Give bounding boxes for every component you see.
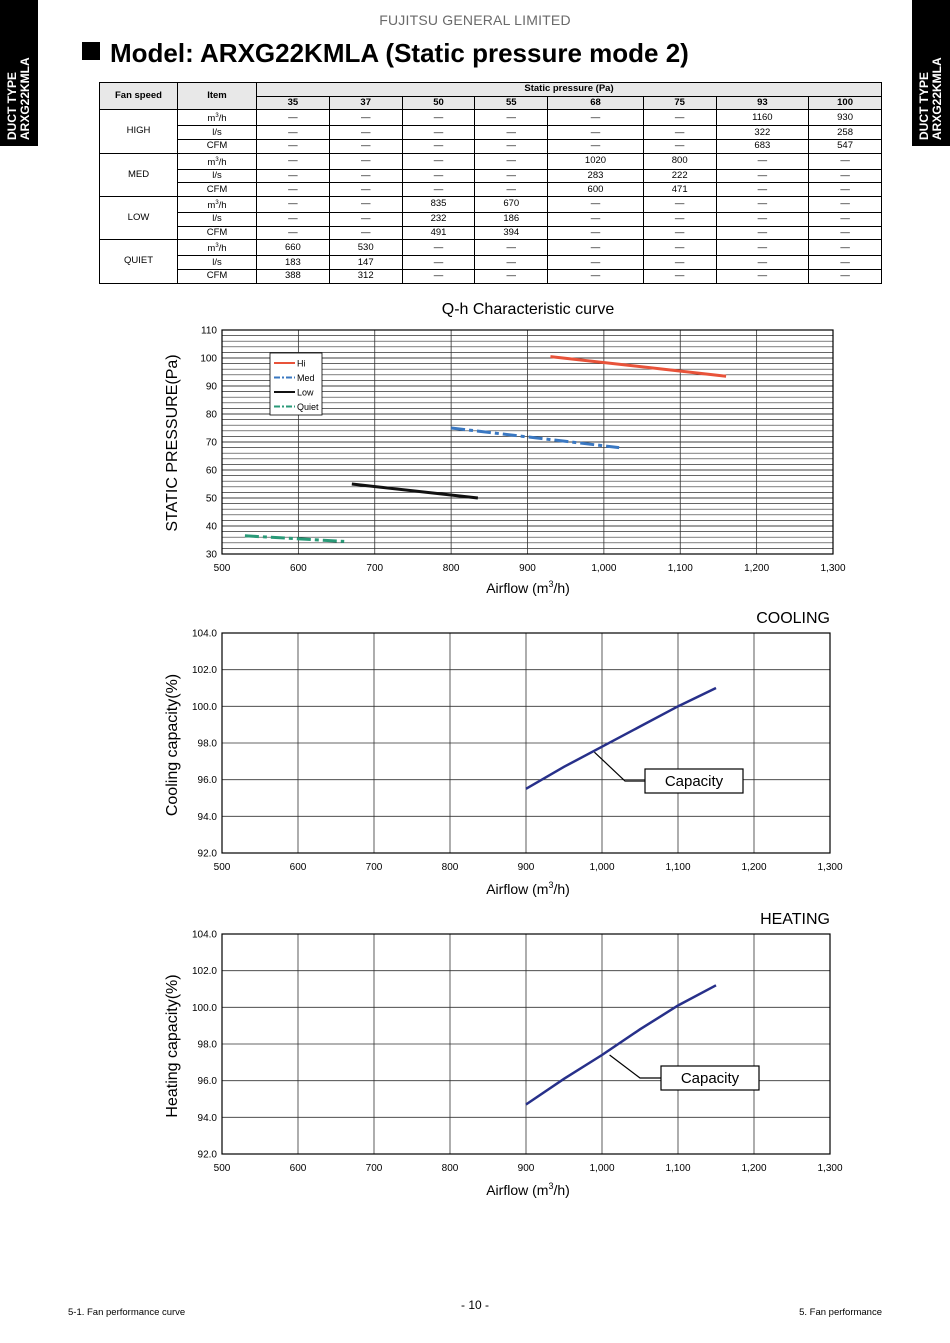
value-cell: —	[257, 196, 330, 212]
table-body	[100, 110, 882, 283]
value-cell: —	[809, 169, 882, 183]
value-cell: 1020	[548, 153, 644, 169]
value-cell: —	[716, 269, 809, 283]
value-cell: —	[475, 110, 548, 126]
x-tick-label: 1,200	[741, 862, 767, 873]
x-tick-label: 1,300	[820, 563, 846, 574]
y-tick-label: 104.0	[191, 929, 217, 941]
y-tick-label: 96.0	[197, 1076, 217, 1088]
table-row	[100, 196, 882, 212]
value-cell: —	[402, 183, 475, 197]
item-cell: CFM	[178, 226, 257, 240]
page-title	[82, 38, 689, 69]
value-cell: 394	[475, 226, 548, 240]
value-cell: —	[716, 183, 809, 197]
x-tick-label: 800	[441, 862, 459, 873]
value-cell: —	[329, 153, 402, 169]
y-tick-label: 102.0	[191, 966, 217, 978]
y-axis-label: Heating capacity(%)	[164, 974, 181, 1118]
value-cell: —	[548, 196, 644, 212]
value-cell: —	[643, 139, 716, 153]
value-cell: —	[329, 196, 402, 212]
y-tick-label: 110	[201, 325, 217, 337]
y-tick-label: 94.0	[197, 811, 217, 823]
table-row	[100, 153, 882, 169]
value-cell: —	[475, 126, 548, 140]
value-cell: —	[548, 213, 644, 227]
item-cell: l/s	[178, 126, 257, 140]
pressure-header-37: 37	[329, 96, 402, 110]
x-tick-label: 800	[442, 563, 460, 574]
value-cell: —	[329, 139, 402, 153]
item-cell: CFM	[178, 139, 257, 153]
value-cell: 670	[475, 196, 548, 212]
y-tick-label: 96.0	[197, 775, 217, 787]
value-cell: —	[257, 139, 330, 153]
value-cell: —	[257, 213, 330, 227]
x-tick-label: 600	[289, 862, 307, 873]
company-name: FUJITSU GENERAL LIMITED	[379, 12, 571, 28]
x-tick-label: 700	[365, 862, 383, 873]
value-cell: —	[548, 139, 644, 153]
value-cell: —	[548, 269, 644, 283]
value-cell: —	[643, 240, 716, 256]
table-row	[100, 126, 882, 140]
y-tick-label: 60	[205, 465, 217, 477]
value-cell: 835	[402, 196, 475, 212]
chart-title: COOLING	[756, 610, 830, 627]
table-row	[100, 139, 882, 153]
value-cell: —	[475, 256, 548, 270]
side-tab-line1: DUCT TYPE	[917, 71, 931, 140]
legend-label: Med	[297, 373, 315, 383]
value-cell: 258	[809, 126, 882, 140]
value-cell: —	[809, 256, 882, 270]
x-tick-label: 500	[213, 563, 231, 574]
value-cell: —	[643, 196, 716, 212]
chart-legend	[270, 353, 322, 415]
value-cell: 930	[809, 110, 882, 126]
table-row	[100, 213, 882, 227]
value-cell: —	[716, 256, 809, 270]
y-tick-label: 30	[205, 549, 217, 561]
x-tick-label: 700	[366, 563, 384, 574]
pressure-header-50: 50	[402, 96, 475, 110]
pressure-header-93: 93	[716, 96, 809, 110]
pressure-header-75: 75	[643, 96, 716, 110]
value-cell: —	[548, 226, 644, 240]
pressure-header-68: 68	[548, 96, 644, 110]
static-pressure-table	[99, 82, 882, 284]
x-tick-label: 1,300	[817, 862, 843, 873]
value-cell: 388	[257, 269, 330, 283]
value-cell: —	[548, 110, 644, 126]
value-cell: —	[809, 196, 882, 212]
value-cell: —	[402, 110, 475, 126]
fan-speed-cell: MED	[100, 153, 178, 196]
value-cell: —	[643, 269, 716, 283]
side-tab-line2: ARXG22KMLA	[930, 57, 944, 140]
value-cell: —	[257, 126, 330, 140]
heating-capacity-chart	[0, 906, 950, 1206]
series-line-quiet	[245, 536, 344, 542]
y-tick-label: 50	[205, 493, 217, 505]
cooling-capacity-chart	[0, 605, 950, 905]
side-tab-line2: ARXG22KMLA	[18, 57, 32, 140]
x-tick-label: 500	[213, 862, 231, 873]
value-cell: 683	[716, 139, 809, 153]
value-cell: —	[809, 269, 882, 283]
legend-label: Quiet	[297, 402, 319, 412]
footer-right: 5. Fan performance	[799, 1307, 882, 1318]
y-tick-label: 80	[205, 409, 217, 421]
value-cell: —	[643, 226, 716, 240]
capacity-annotation	[610, 1055, 759, 1090]
value-cell: —	[402, 139, 475, 153]
value-cell: 471	[643, 183, 716, 197]
annotation-label: Capacity	[680, 1070, 740, 1087]
value-cell: —	[329, 110, 402, 126]
fan-speed-cell: QUIET	[100, 240, 178, 283]
value-cell: —	[257, 183, 330, 197]
value-cell: —	[643, 256, 716, 270]
x-tick-label: 1,300	[817, 1163, 843, 1174]
value-cell: 1160	[716, 110, 809, 126]
item-cell: CFM	[178, 269, 257, 283]
x-tick-label: 900	[517, 1163, 535, 1174]
y-tick-label: 98.0	[197, 738, 217, 750]
fan-speed-cell: HIGH	[100, 110, 178, 153]
value-cell: —	[716, 240, 809, 256]
side-tab-left	[0, 0, 38, 146]
item-cell: $m^3/h$	[178, 110, 257, 126]
side-tab-right	[912, 0, 950, 146]
value-cell: —	[402, 126, 475, 140]
table-row	[100, 183, 882, 197]
value-cell: —	[257, 153, 330, 169]
series-line-hi	[550, 357, 726, 377]
annotation-label: Capacity	[664, 773, 724, 790]
y-tick-label: 92.0	[197, 1149, 217, 1161]
value-cell: —	[643, 110, 716, 126]
value-cell: —	[475, 169, 548, 183]
capacity-annotation	[594, 752, 743, 793]
x-tick-label: 800	[441, 1163, 459, 1174]
value-cell: 186	[475, 213, 548, 227]
value-cell: 547	[809, 139, 882, 153]
value-cell: —	[329, 226, 402, 240]
y-axis-label: STATIC PRESSURE(Pa)	[164, 354, 181, 532]
value-cell: —	[329, 213, 402, 227]
value-cell: 222	[643, 169, 716, 183]
value-cell: —	[716, 169, 809, 183]
x-tick-label: 1,000	[591, 563, 617, 574]
x-tick-label: 600	[289, 1163, 307, 1174]
value-cell: —	[257, 226, 330, 240]
y-tick-label: 70	[205, 437, 217, 449]
axis-ticks	[192, 930, 843, 1175]
bullet-square-icon	[82, 42, 100, 60]
value-cell: —	[548, 256, 644, 270]
value-cell: —	[257, 169, 330, 183]
value-cell: 491	[402, 226, 475, 240]
value-cell: —	[329, 126, 402, 140]
page-number: - 10 -	[460, 1298, 489, 1312]
value-cell: —	[475, 269, 548, 283]
value-cell: —	[475, 240, 548, 256]
page-title-text: Model: ARXG22KMLA (Static pressure mode 2)	[110, 38, 689, 68]
x-tick-label: 500	[213, 1163, 231, 1174]
chart-grid	[222, 633, 830, 853]
value-cell: 600	[548, 183, 644, 197]
value-cell: 660	[257, 240, 330, 256]
value-cell: —	[643, 126, 716, 140]
x-tick-label: 1,000	[589, 862, 615, 873]
legend-label: Low	[297, 387, 314, 398]
x-tick-label: 700	[365, 1163, 383, 1174]
legend-label: Hi	[297, 358, 306, 369]
y-tick-label: 92.0	[197, 848, 217, 860]
chart-grid	[222, 934, 830, 1154]
x-tick-label: 1,200	[744, 563, 770, 574]
value-cell: —	[716, 213, 809, 227]
y-tick-label: 94.0	[197, 1112, 217, 1124]
value-cell: —	[809, 240, 882, 256]
value-cell: 800	[643, 153, 716, 169]
item-cell: l/s	[178, 213, 257, 227]
value-cell: —	[402, 169, 475, 183]
x-tick-label: 1,000	[589, 1163, 615, 1174]
chart-title: HEATING	[760, 911, 830, 928]
table-row	[100, 226, 882, 240]
chart-title: Q-h Characteristic curve	[441, 301, 615, 318]
y-tick-label: 98.0	[197, 1039, 217, 1051]
value-cell: —	[809, 153, 882, 169]
y-tick-label: 40	[205, 521, 217, 533]
item-cell: $m^3/h$	[178, 196, 257, 212]
header-static-pressure: Static pressure (Pa)	[257, 83, 882, 97]
y-tick-label: 100	[200, 353, 217, 365]
value-cell: —	[402, 153, 475, 169]
value-cell: —	[402, 256, 475, 270]
item-cell: CFM	[178, 183, 257, 197]
value-cell: —	[548, 240, 644, 256]
y-tick-label: 100.0	[191, 1002, 217, 1014]
value-cell: —	[475, 183, 548, 197]
table-row	[100, 110, 882, 126]
item-cell: l/s	[178, 256, 257, 270]
pressure-header-55: 55	[475, 96, 548, 110]
item-cell: l/s	[178, 169, 257, 183]
x-axis-label: Airflow $(m^3/h)$	[486, 880, 570, 897]
value-cell: —	[475, 153, 548, 169]
value-cell: —	[809, 226, 882, 240]
value-cell: 530	[329, 240, 402, 256]
y-tick-label: 102.0	[191, 665, 217, 677]
value-cell: —	[402, 269, 475, 283]
x-tick-label: 900	[517, 862, 535, 873]
value-cell: —	[716, 226, 809, 240]
value-cell: —	[548, 126, 644, 140]
x-tick-label: 1,200	[741, 1163, 767, 1174]
value-cell: —	[809, 213, 882, 227]
value-cell: —	[329, 183, 402, 197]
x-axis-label: Airflow $(m^3/h)$	[486, 1181, 570, 1198]
x-tick-label: 1,100	[667, 563, 693, 574]
pressure-header-100: 100	[809, 96, 882, 110]
header-item: Item	[178, 83, 257, 110]
footer-left: 5-1. Fan performance curve	[68, 1307, 186, 1318]
value-cell: —	[402, 240, 475, 256]
x-tick-label: 900	[519, 563, 536, 574]
table-row	[100, 269, 882, 283]
value-cell: —	[716, 153, 809, 169]
y-tick-label: 90	[205, 381, 217, 393]
value-cell: 147	[329, 256, 402, 270]
value-cell: 183	[257, 256, 330, 270]
item-cell: $m^3/h$	[178, 240, 257, 256]
table-row	[100, 240, 882, 256]
value-cell: —	[257, 110, 330, 126]
item-cell: $m^3/h$	[178, 153, 257, 169]
x-tick-label: 1,100	[665, 862, 691, 873]
value-cell: —	[329, 169, 402, 183]
axis-ticks	[192, 629, 843, 874]
value-cell: 283	[548, 169, 644, 183]
table-row	[100, 169, 882, 183]
annotation-leader	[610, 1055, 661, 1078]
x-axis-label: Airflow $(m^3/h)$	[486, 579, 570, 596]
table-row	[100, 256, 882, 270]
value-cell: 312	[329, 269, 402, 283]
y-tick-label: 100.0	[191, 701, 217, 713]
value-cell: —	[716, 196, 809, 212]
value-cell: —	[643, 213, 716, 227]
qh-characteristic-chart	[0, 295, 950, 605]
x-tick-label: 1,100	[665, 1163, 691, 1174]
x-tick-label: 600	[290, 563, 307, 574]
pressure-header-35: 35	[257, 96, 330, 110]
y-axis-label: Cooling capacity(%)	[164, 673, 181, 817]
fan-speed-cell: LOW	[100, 196, 178, 239]
value-cell: —	[809, 183, 882, 197]
side-tab-line1: DUCT TYPE	[5, 71, 19, 140]
header-fan-speed: Fan speed	[100, 83, 178, 110]
value-cell: 322	[716, 126, 809, 140]
series-line-low	[352, 484, 478, 498]
value-cell: —	[475, 139, 548, 153]
y-tick-label: 104.0	[191, 628, 217, 640]
value-cell: 232	[402, 213, 475, 227]
